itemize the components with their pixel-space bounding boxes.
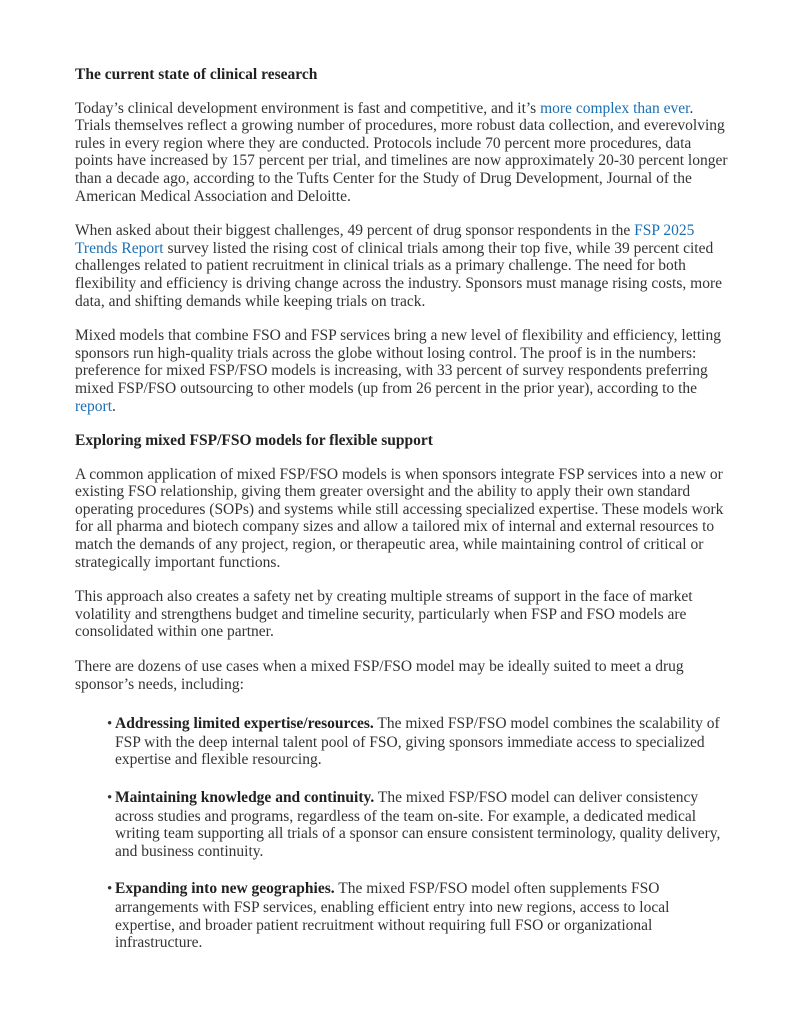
bullet-icon: • (107, 716, 113, 733)
section-heading-exploring-mixed-models: Exploring mixed FSP/FSO models for flexible support (75, 432, 433, 450)
list-item-text: The mixed FSP/FSO model combines the scalability of FSP with the deep internal talent pool of FSO, giving sponsors immediate access to specialized expertise and flexible resourcing. (115, 715, 720, 769)
use-case-list (75, 715, 730, 952)
list-item (99, 880, 730, 951)
bullet-icon: • (107, 881, 113, 898)
link-report[interactable]: report (75, 397, 113, 415)
section-heading-current-state: The current state of clinical research (75, 66, 318, 83)
paragraph-text: Mixed models that combine FSO and FSP services bring a new level of flexibility and efficiency, letting sponsors run high-quality trials across the globe without losing control. The proof is in the numbers: preference for mixed FSP/FSO models is increasing, with 33 percent of survey respondents preferring mixed FSP/FSO outsourcing to other models (up from 26 percent in the prior year), according to the (75, 327, 721, 397)
paragraph-text: Today’s clinical development environment is fast and competitive, and it’s (75, 99, 541, 117)
list-item (99, 715, 730, 769)
paragraph-mixed-models (75, 327, 730, 415)
paragraph-common-application: A common application of mixed FSP/FSO models is when sponsors integrate FSP services into a new or existing FSO relationship, giving them greater oversight and the ability to apply their own standard operating procedures (SOPs) and systems while still accessing specialized expertise. These models work for all pharma and biotech company sizes and allow a tailored mix of internal and external resources to match the demands of any project, region, or therapeutic area, while maintaining control of critical or strategically important functions. (75, 465, 724, 571)
paragraph-complexity (75, 100, 730, 206)
list-item-text: The mixed FSP/FSO model can deliver consistency across studies and programs, regardless of the team on-site. For example, a dedicated medical writing team supporting all trials of a sponsor can ensure consistent terminology, quality delivery, and business continuity. (115, 789, 721, 860)
paragraph-text: . (112, 397, 116, 415)
paragraph-challenges (75, 222, 730, 310)
list-item (99, 789, 730, 860)
paragraph-safety-net: This approach also creates a safety net by creating multiple streams of support in the face of market volatility and strengthens budget and timeline security, particularly when FSP and FSO models are consolidated within one partner. (75, 588, 693, 641)
link-fsp-2025-trends-report[interactable]: FSP 2025 Trends Report (75, 222, 695, 257)
paragraph-text: . Trials themselves reflect a growing number of procedures, more robust data collection, and everevolving rules in every region where they are conducted. Protocols include 70 percent more procedures, data points have increased by 157 percent per trial, and timelines are now approximately 20-30 percent longer than a decade ago, according to the Tufts Center for the Study of Drug Development, Journal of the American Medical Association and Deloitte. (75, 99, 728, 205)
paragraph-use-cases-intro: There are dozens of use cases when a mixed FSP/FSO model may be ideally suited to meet a drug sponsor’s needs, including: (75, 658, 684, 693)
bullet-icon: • (107, 790, 113, 806)
list-item-title: Maintaining knowledge and continuity. (115, 789, 375, 806)
paragraph-text: survey listed the rising cost of clinical trials among their top five, while 39 percent cited challenges related to patient recruitment in clinical trials as a primary challenge. The need for both flexibility and efficiency is driving change across the industry. Sponsors must manage rising costs, more data, and shifting demands while keeping trials on track. (75, 239, 722, 310)
list-item-title: Addressing limited expertise/resources. (115, 715, 374, 733)
list-item-title: Expanding into new geographies. (115, 880, 335, 898)
link-more-complex-than-ever[interactable]: more complex than ever (540, 99, 690, 117)
list-item-text: The mixed FSP/FSO model often supplements FSO arrangements with FSP services, enabling efficient entry into new regions, access to local expertise, and broader patient recruitment without requiring full FSO or organizational infrastructure. (115, 880, 670, 952)
paragraph-text: When asked about their biggest challenges, 49 percent of drug sponsor respondents in the (75, 222, 635, 240)
